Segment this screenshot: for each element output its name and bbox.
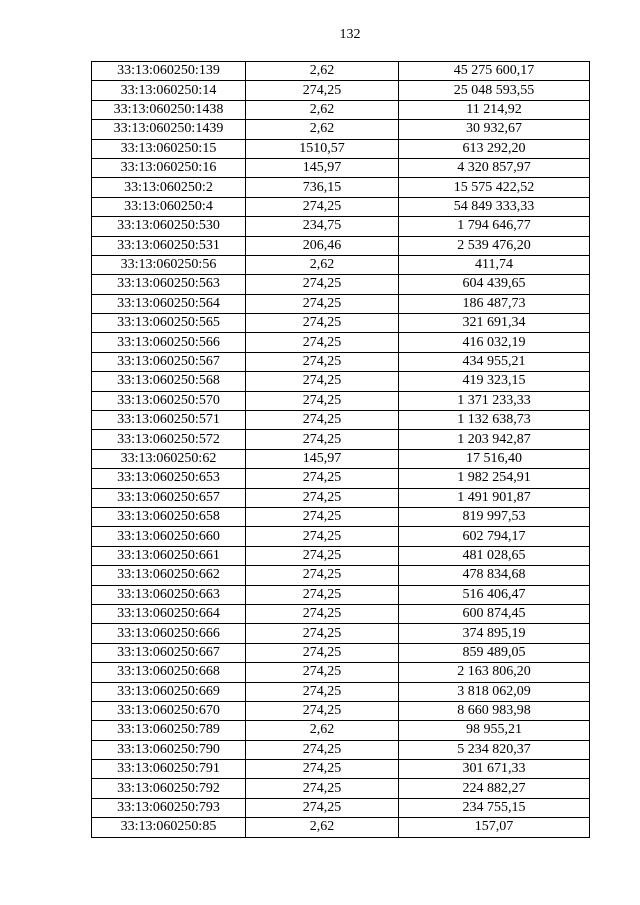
area-cell: 274,25	[246, 604, 399, 623]
table-row	[92, 760, 590, 779]
cadastral-number-cell: 33:13:060250:791	[92, 760, 246, 779]
table-row	[92, 701, 590, 720]
value-cell: 600 874,45	[399, 604, 590, 623]
table-row	[92, 469, 590, 488]
cadastral-number-cell: 33:13:060250:1439	[92, 120, 246, 139]
cadastral-number-cell: 33:13:060250:2	[92, 178, 246, 197]
cadastral-number-cell: 33:13:060250:4	[92, 197, 246, 216]
cadastral-number-cell: 33:13:060250:14	[92, 81, 246, 100]
area-cell: 2,62	[246, 120, 399, 139]
table-row	[92, 255, 590, 274]
area-cell: 274,25	[246, 663, 399, 682]
cadastral-number-cell: 33:13:060250:657	[92, 488, 246, 507]
table-row	[92, 663, 590, 682]
value-cell: 15 575 422,52	[399, 178, 590, 197]
value-cell: 613 292,20	[399, 139, 590, 158]
value-cell: 98 955,21	[399, 721, 590, 740]
area-cell: 274,25	[246, 314, 399, 333]
value-cell: 1 371 233,33	[399, 391, 590, 410]
table-row	[92, 120, 590, 139]
area-cell: 274,25	[246, 507, 399, 526]
cadastral-number-cell: 33:13:060250:16	[92, 158, 246, 177]
area-cell: 274,25	[246, 391, 399, 410]
area-cell: 274,25	[246, 527, 399, 546]
table-row	[92, 527, 590, 546]
area-cell: 274,25	[246, 760, 399, 779]
area-cell: 274,25	[246, 779, 399, 798]
area-cell: 274,25	[246, 294, 399, 313]
table-row	[92, 430, 590, 449]
cadastral-number-cell: 33:13:060250:666	[92, 624, 246, 643]
area-cell: 274,25	[246, 275, 399, 294]
cadastral-number-cell: 33:13:060250:789	[92, 721, 246, 740]
cadastral-number-cell: 33:13:060250:62	[92, 449, 246, 468]
area-cell: 145,97	[246, 158, 399, 177]
value-cell: 604 439,65	[399, 275, 590, 294]
table-row	[92, 566, 590, 585]
cadastral-number-cell: 33:13:060250:531	[92, 236, 246, 255]
cadastral-number-cell: 33:13:060250:570	[92, 391, 246, 410]
table-row	[92, 411, 590, 430]
cadastral-table	[91, 61, 590, 838]
area-cell: 274,25	[246, 740, 399, 759]
value-cell: 411,74	[399, 255, 590, 274]
area-cell: 274,25	[246, 585, 399, 604]
value-cell: 11 214,92	[399, 100, 590, 119]
cadastral-number-cell: 33:13:060250:660	[92, 527, 246, 546]
table-row	[92, 352, 590, 371]
value-cell: 25 048 593,55	[399, 81, 590, 100]
cadastral-number-cell: 33:13:060250:664	[92, 604, 246, 623]
value-cell: 321 691,34	[399, 314, 590, 333]
table-row	[92, 197, 590, 216]
cadastral-number-cell: 33:13:060250:793	[92, 798, 246, 817]
value-cell: 157,07	[399, 818, 590, 837]
cadastral-number-cell: 33:13:060250:661	[92, 546, 246, 565]
area-cell: 274,25	[246, 546, 399, 565]
table-row	[92, 178, 590, 197]
value-cell: 2 163 806,20	[399, 663, 590, 682]
area-cell: 206,46	[246, 236, 399, 255]
table-row	[92, 333, 590, 352]
cadastral-number-cell: 33:13:060250:563	[92, 275, 246, 294]
value-cell: 1 794 646,77	[399, 217, 590, 236]
table-row	[92, 488, 590, 507]
value-cell: 186 487,73	[399, 294, 590, 313]
table-row	[92, 391, 590, 410]
cadastral-number-cell: 33:13:060250:792	[92, 779, 246, 798]
table-row	[92, 624, 590, 643]
area-cell: 2,62	[246, 62, 399, 81]
area-cell: 2,62	[246, 100, 399, 119]
value-cell: 1 982 254,91	[399, 469, 590, 488]
area-cell: 274,25	[246, 682, 399, 701]
area-cell: 2,62	[246, 818, 399, 837]
table-row	[92, 449, 590, 468]
area-cell: 274,25	[246, 624, 399, 643]
value-cell: 416 032,19	[399, 333, 590, 352]
value-cell: 1 203 942,87	[399, 430, 590, 449]
value-cell: 30 932,67	[399, 120, 590, 139]
area-cell: 2,62	[246, 721, 399, 740]
area-cell: 274,25	[246, 430, 399, 449]
value-cell: 481 028,65	[399, 546, 590, 565]
cadastral-number-cell: 33:13:060250:564	[92, 294, 246, 313]
area-cell: 274,25	[246, 372, 399, 391]
cadastral-number-cell: 33:13:060250:565	[92, 314, 246, 333]
area-cell: 274,25	[246, 643, 399, 662]
value-cell: 1 491 901,87	[399, 488, 590, 507]
table-row	[92, 275, 590, 294]
value-cell: 819 997,53	[399, 507, 590, 526]
area-cell: 274,25	[246, 411, 399, 430]
area-cell: 2,62	[246, 255, 399, 274]
cadastral-number-cell: 33:13:060250:571	[92, 411, 246, 430]
table-row	[92, 818, 590, 837]
cadastral-number-cell: 33:13:060250:567	[92, 352, 246, 371]
table-row	[92, 314, 590, 333]
value-cell: 419 323,15	[399, 372, 590, 391]
value-cell: 374 895,19	[399, 624, 590, 643]
table-row	[92, 139, 590, 158]
cadastral-number-cell: 33:13:060250:530	[92, 217, 246, 236]
value-cell: 478 834,68	[399, 566, 590, 585]
value-cell: 3 818 062,09	[399, 682, 590, 701]
table-row	[92, 604, 590, 623]
cadastral-number-cell: 33:13:060250:139	[92, 62, 246, 81]
cadastral-number-cell: 33:13:060250:568	[92, 372, 246, 391]
table-row	[92, 100, 590, 119]
area-cell: 274,25	[246, 701, 399, 720]
table-row	[92, 585, 590, 604]
value-cell: 5 234 820,37	[399, 740, 590, 759]
table-row	[92, 81, 590, 100]
table-row	[92, 62, 590, 81]
value-cell: 224 882,27	[399, 779, 590, 798]
page-number: 132	[339, 27, 361, 42]
area-cell: 736,15	[246, 178, 399, 197]
area-cell: 274,25	[246, 566, 399, 585]
table-row	[92, 798, 590, 817]
table-row	[92, 372, 590, 391]
area-cell: 274,25	[246, 798, 399, 817]
table-row	[92, 507, 590, 526]
cadastral-number-cell: 33:13:060250:1438	[92, 100, 246, 119]
cadastral-number-cell: 33:13:060250:572	[92, 430, 246, 449]
cadastral-number-cell: 33:13:060250:85	[92, 818, 246, 837]
value-cell: 234 755,15	[399, 798, 590, 817]
table-body	[92, 62, 590, 838]
table-row	[92, 643, 590, 662]
table-row	[92, 236, 590, 255]
value-cell: 602 794,17	[399, 527, 590, 546]
area-cell: 274,25	[246, 333, 399, 352]
value-cell: 301 671,33	[399, 760, 590, 779]
table-row	[92, 779, 590, 798]
cadastral-number-cell: 33:13:060250:668	[92, 663, 246, 682]
value-cell: 4 320 857,97	[399, 158, 590, 177]
value-cell: 45 275 600,17	[399, 62, 590, 81]
value-cell: 516 406,47	[399, 585, 590, 604]
cadastral-number-cell: 33:13:060250:669	[92, 682, 246, 701]
area-cell: 1510,57	[246, 139, 399, 158]
cadastral-number-cell: 33:13:060250:670	[92, 701, 246, 720]
cadastral-number-cell: 33:13:060250:663	[92, 585, 246, 604]
area-cell: 145,97	[246, 449, 399, 468]
value-cell: 1 132 638,73	[399, 411, 590, 430]
area-cell: 274,25	[246, 488, 399, 507]
value-cell: 2 539 476,20	[399, 236, 590, 255]
cadastral-number-cell: 33:13:060250:566	[92, 333, 246, 352]
cadastral-number-cell: 33:13:060250:667	[92, 643, 246, 662]
cadastral-number-cell: 33:13:060250:790	[92, 740, 246, 759]
table-row	[92, 217, 590, 236]
table-row	[92, 294, 590, 313]
cadastral-number-cell: 33:13:060250:653	[92, 469, 246, 488]
table-row	[92, 721, 590, 740]
table-row	[92, 546, 590, 565]
table-row	[92, 682, 590, 701]
area-cell: 274,25	[246, 81, 399, 100]
value-cell: 8 660 983,98	[399, 701, 590, 720]
table-row	[92, 158, 590, 177]
cadastral-number-cell: 33:13:060250:658	[92, 507, 246, 526]
table-row	[92, 740, 590, 759]
area-cell: 274,25	[246, 197, 399, 216]
area-cell: 274,25	[246, 352, 399, 371]
area-cell: 234,75	[246, 217, 399, 236]
area-cell: 274,25	[246, 469, 399, 488]
cadastral-number-cell: 33:13:060250:15	[92, 139, 246, 158]
value-cell: 54 849 333,33	[399, 197, 590, 216]
cadastral-number-cell: 33:13:060250:662	[92, 566, 246, 585]
value-cell: 859 489,05	[399, 643, 590, 662]
value-cell: 17 516,40	[399, 449, 590, 468]
value-cell: 434 955,21	[399, 352, 590, 371]
cadastral-number-cell: 33:13:060250:56	[92, 255, 246, 274]
